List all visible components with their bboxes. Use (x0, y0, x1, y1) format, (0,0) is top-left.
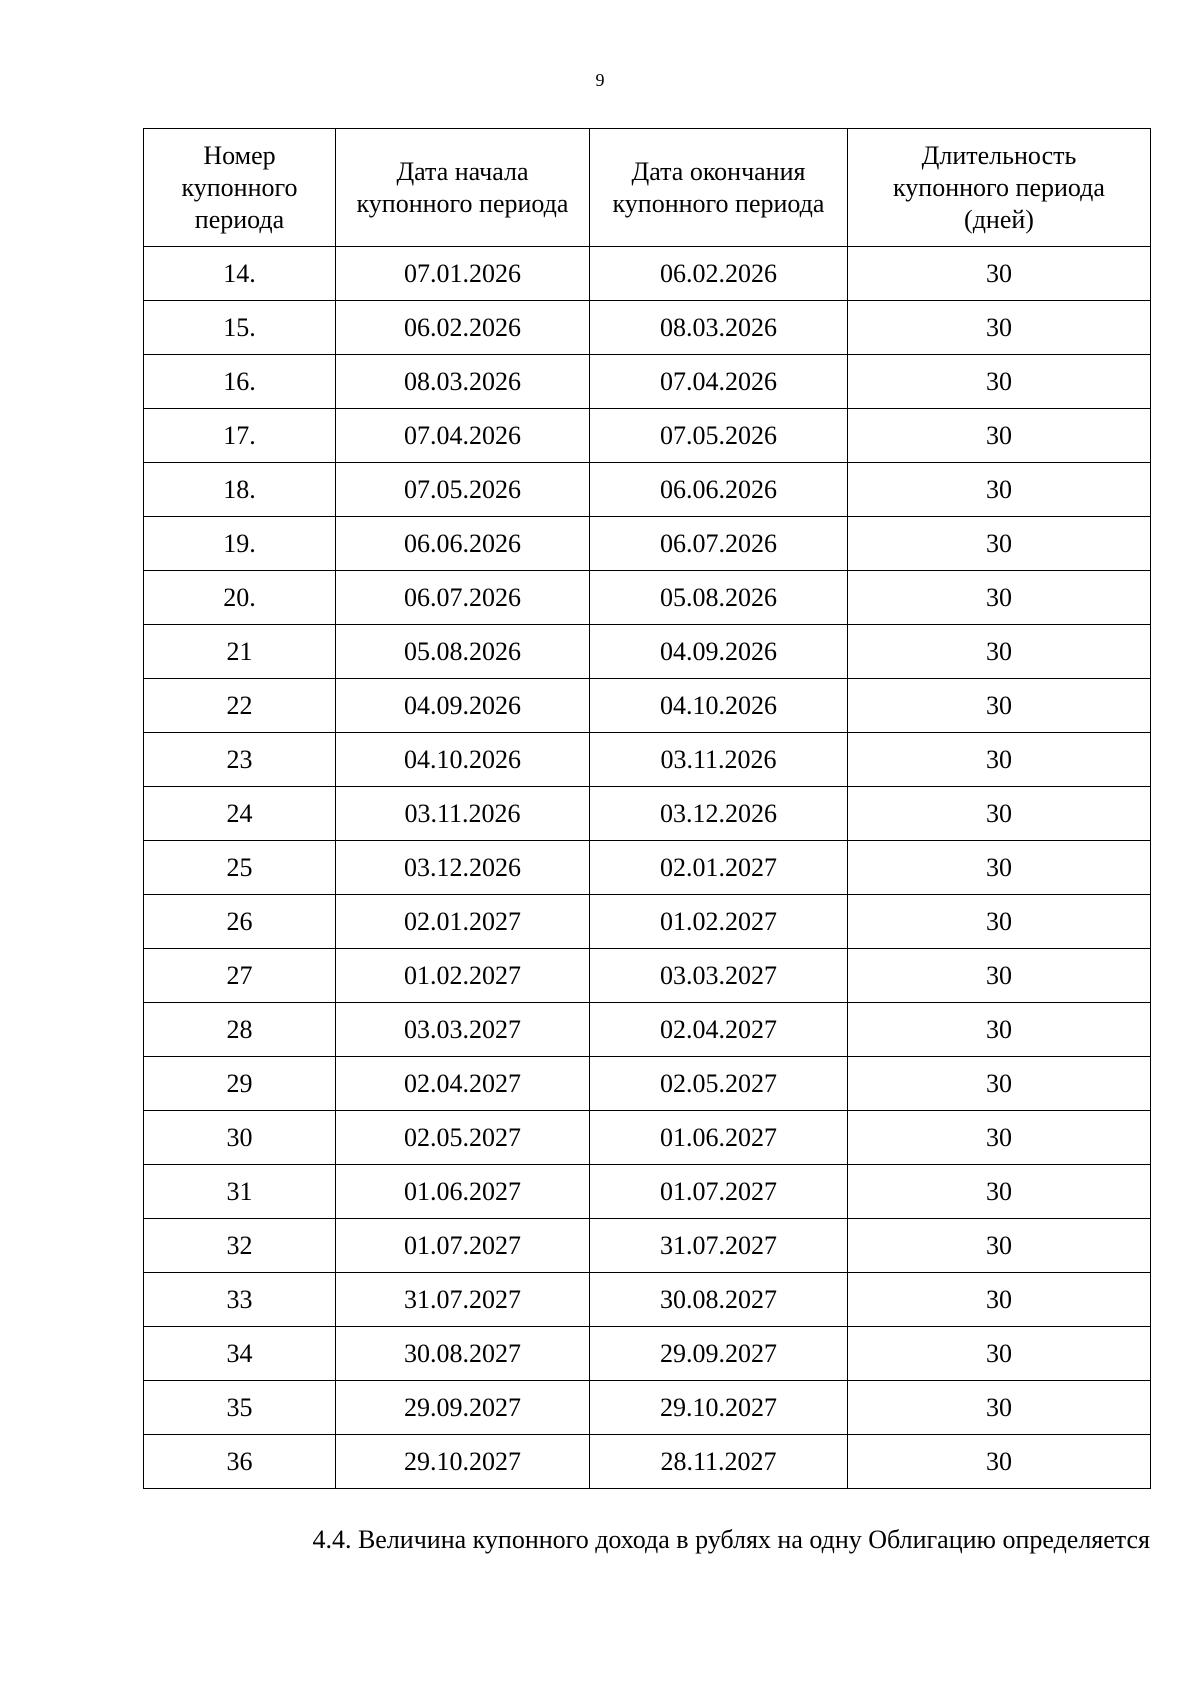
table-row (144, 949, 1151, 1003)
period-number-cell: 18. (144, 463, 336, 517)
duration-cell: 30 (848, 355, 1151, 409)
period-number-cell: 27 (144, 949, 336, 1003)
table-row (144, 841, 1151, 895)
table-row (144, 1327, 1151, 1381)
header-period-number: Номер купонного периода (144, 129, 336, 247)
table-row (144, 1273, 1151, 1327)
period-number-cell: 14. (144, 247, 336, 301)
end-date-cell: 29.09.2027 (590, 1327, 848, 1381)
duration-cell: 30 (848, 247, 1151, 301)
period-number-cell: 36 (144, 1435, 336, 1489)
end-date-cell: 03.03.2027 (590, 949, 848, 1003)
table-row (144, 1165, 1151, 1219)
period-number-cell: 22 (144, 679, 336, 733)
period-number-cell: 26 (144, 895, 336, 949)
table-row (144, 1219, 1151, 1273)
start-date-cell: 07.04.2026 (336, 409, 590, 463)
duration-cell: 30 (848, 1219, 1151, 1273)
start-date-cell: 06.02.2026 (336, 301, 590, 355)
table-row (144, 895, 1151, 949)
duration-cell: 30 (848, 895, 1151, 949)
table-row (144, 301, 1151, 355)
start-date-cell: 04.10.2026 (336, 733, 590, 787)
end-date-cell: 01.07.2027 (590, 1165, 848, 1219)
period-number-cell: 24 (144, 787, 336, 841)
start-date-cell: 03.12.2026 (336, 841, 590, 895)
table-row (144, 1111, 1151, 1165)
page-number: 9 (595, 70, 605, 90)
table-row (144, 1435, 1151, 1489)
duration-cell: 30 (848, 787, 1151, 841)
end-date-cell: 29.10.2027 (590, 1381, 848, 1435)
start-date-cell: 02.04.2027 (336, 1057, 590, 1111)
start-date-cell: 29.10.2027 (336, 1435, 590, 1489)
end-date-cell: 01.02.2027 (590, 895, 848, 949)
duration-cell: 30 (848, 949, 1151, 1003)
period-number-cell: 16. (144, 355, 336, 409)
end-date-cell: 02.01.2027 (590, 841, 848, 895)
end-date-cell: 08.03.2026 (590, 301, 848, 355)
table-row (144, 247, 1151, 301)
start-date-cell: 07.01.2026 (336, 247, 590, 301)
end-date-cell: 04.09.2026 (590, 625, 848, 679)
end-date-cell: 07.05.2026 (590, 409, 848, 463)
duration-cell: 30 (848, 517, 1151, 571)
period-number-cell: 19. (144, 517, 336, 571)
end-date-cell: 02.04.2027 (590, 1003, 848, 1057)
duration-cell: 30 (848, 1057, 1151, 1111)
period-number-cell: 21 (144, 625, 336, 679)
start-date-cell: 01.06.2027 (336, 1165, 590, 1219)
start-date-cell: 29.09.2027 (336, 1381, 590, 1435)
table-row (144, 679, 1151, 733)
end-date-cell: 06.07.2026 (590, 517, 848, 571)
end-date-cell: 01.06.2027 (590, 1111, 848, 1165)
table-row (144, 463, 1151, 517)
paragraph-4-4: 4.4. Величина купонного дохода в рублях на одну Облигацию определяется (312, 1525, 1150, 1554)
table-row (144, 625, 1151, 679)
period-number-cell: 15. (144, 301, 336, 355)
end-date-cell: 06.06.2026 (590, 463, 848, 517)
period-number-cell: 17. (144, 409, 336, 463)
duration-cell: 30 (848, 679, 1151, 733)
period-number-cell: 33 (144, 1273, 336, 1327)
end-date-cell: 04.10.2026 (590, 679, 848, 733)
duration-cell: 30 (848, 571, 1151, 625)
period-number-cell: 34 (144, 1327, 336, 1381)
start-date-cell: 02.01.2027 (336, 895, 590, 949)
start-date-cell: 06.06.2026 (336, 517, 590, 571)
start-date-cell: 03.11.2026 (336, 787, 590, 841)
header-start-date: Дата начала купонного периода (336, 129, 590, 247)
duration-cell: 30 (848, 733, 1151, 787)
end-date-cell: 03.12.2026 (590, 787, 848, 841)
period-number-cell: 25 (144, 841, 336, 895)
period-number-cell: 35 (144, 1381, 336, 1435)
duration-cell: 30 (848, 1273, 1151, 1327)
start-date-cell: 03.03.2027 (336, 1003, 590, 1057)
start-date-cell: 05.08.2026 (336, 625, 590, 679)
end-date-cell: 31.07.2027 (590, 1219, 848, 1273)
end-date-cell: 02.05.2027 (590, 1057, 848, 1111)
table-row (144, 355, 1151, 409)
coupon-periods-table (143, 128, 1151, 1489)
period-number-cell: 30 (144, 1111, 336, 1165)
start-date-cell: 08.03.2026 (336, 355, 590, 409)
start-date-cell: 01.07.2027 (336, 1219, 590, 1273)
duration-cell: 30 (848, 841, 1151, 895)
period-number-cell: 23 (144, 733, 336, 787)
end-date-cell: 07.04.2026 (590, 355, 848, 409)
end-date-cell: 28.11.2027 (590, 1435, 848, 1489)
start-date-cell: 31.07.2027 (336, 1273, 590, 1327)
start-date-cell: 04.09.2026 (336, 679, 590, 733)
end-date-cell: 03.11.2026 (590, 733, 848, 787)
table-row (144, 571, 1151, 625)
period-number-cell: 31 (144, 1165, 336, 1219)
header-duration-days: Длительность купонного периода (дней) (848, 129, 1151, 247)
duration-cell: 30 (848, 301, 1151, 355)
start-date-cell: 30.08.2027 (336, 1327, 590, 1381)
table-row (144, 409, 1151, 463)
period-number-cell: 20. (144, 571, 336, 625)
end-date-cell: 30.08.2027 (590, 1273, 848, 1327)
table-row (144, 517, 1151, 571)
start-date-cell: 06.07.2026 (336, 571, 590, 625)
duration-cell: 30 (848, 1435, 1151, 1489)
start-date-cell: 07.05.2026 (336, 463, 590, 517)
duration-cell: 30 (848, 1003, 1151, 1057)
period-number-cell: 28 (144, 1003, 336, 1057)
table-row (144, 1381, 1151, 1435)
table-body (144, 247, 1151, 1489)
duration-cell: 30 (848, 409, 1151, 463)
start-date-cell: 01.02.2027 (336, 949, 590, 1003)
duration-cell: 30 (848, 1327, 1151, 1381)
table-row (144, 787, 1151, 841)
duration-cell: 30 (848, 625, 1151, 679)
table-header-row (144, 129, 1151, 247)
start-date-cell: 02.05.2027 (336, 1111, 590, 1165)
period-number-cell: 32 (144, 1219, 336, 1273)
table-row (144, 1003, 1151, 1057)
duration-cell: 30 (848, 1111, 1151, 1165)
end-date-cell: 06.02.2026 (590, 247, 848, 301)
header-end-date: Дата окончания купонного периода (590, 129, 848, 247)
duration-cell: 30 (848, 1381, 1151, 1435)
end-date-cell: 05.08.2026 (590, 571, 848, 625)
period-number-cell: 29 (144, 1057, 336, 1111)
table-row (144, 1057, 1151, 1111)
duration-cell: 30 (848, 1165, 1151, 1219)
table-row (144, 733, 1151, 787)
duration-cell: 30 (848, 463, 1151, 517)
